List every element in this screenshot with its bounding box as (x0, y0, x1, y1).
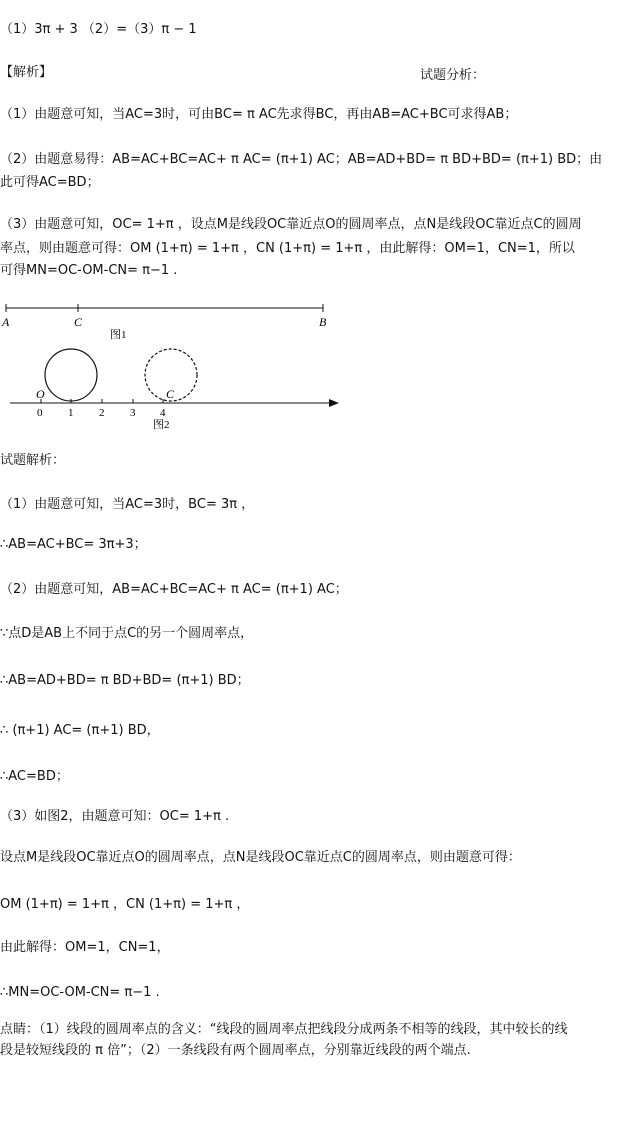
label-o: O (36, 387, 45, 401)
number-line-arrow (329, 399, 339, 407)
tick-label-0: 0 (37, 407, 43, 419)
label-b: B (319, 315, 327, 329)
solution-s5: ∴AB=AD+BD= π BD+BD= (π+1) BD； (0, 673, 250, 688)
analysis-p2b: 此可得AC=BD； (0, 175, 100, 190)
tick-label-2: 2 (99, 407, 105, 419)
analysis-p2a: （2）由题意易得：AB=AC+BC=AC+ π AC= (π+1) AC；AB=AD+BD= π BD+BD= (π+1) BD；由 (0, 152, 603, 167)
analysis-tag: 【解析】 (0, 65, 53, 80)
rolling-circle-start (45, 349, 97, 401)
solution-s1: （1）由题意可知，当AC=3时，BC= 3π ， (0, 497, 255, 512)
analysis-p3a: （3）由题意可知，OC= 1+π ，设点M是线段OC靠近点O的圆周率点，点N是线段OC靠近点C的圆周 (0, 217, 582, 232)
tick-label-3: 3 (130, 407, 136, 419)
figure-2 (0, 344, 345, 432)
comment-line-1: 点睛：（1）线段的圆周率点的含义：“线段的圆周率点把线段分成两条不相等的线段，其中较长的线 (0, 1022, 568, 1037)
solution-s4: ∵点D是AB上不同于点C的另一个圆周率点， (0, 626, 254, 641)
analysis-p3c: 可得MN=OC-OM-CN= π−1 . (0, 263, 178, 278)
figure-2-caption: 图2 (153, 419, 170, 431)
figure-1-caption: 图1 (110, 329, 127, 341)
label-c2: C (166, 387, 175, 401)
solution-s12: ∴MN=OC-OM-CN= π−1 . (0, 985, 160, 1000)
solution-heading: 试题解析： (0, 453, 66, 468)
answer-line: （1）3π + 3 （2）=（3）π − 1 (0, 22, 197, 37)
analysis-p3b: 率点，则由题意可得：OM (1+π) = 1+π ，CN (1+π) = 1+π ，由此解得：OM=1，CN=1，所以 (0, 241, 575, 256)
tick-label-4: 4 (160, 407, 166, 419)
solution-s3: （2）由题意可知，AB=AC+BC=AC+ π AC= (π+1) AC； (0, 582, 348, 597)
label-a: A (2, 315, 10, 329)
tick-label-1: 1 (68, 407, 74, 419)
solution-s8: （3）如图2，由题意可知：OC= 1+π . (0, 809, 230, 824)
comment-line-2: 段是较短线段的 π 倍”；（2）一条线段有两个圆周率点，分别靠近线段的两个端点. (0, 1043, 471, 1058)
solution-s10: OM (1+π) = 1+π ，CN (1+π) = 1+π ， (0, 897, 250, 912)
solution-s7: ∴AC=BD； (0, 769, 69, 784)
solution-s2: ∴AB=AC+BC= 3π+3； (0, 537, 147, 552)
solution-s9: 设点M是线段OC靠近点O的圆周率点，点N是线段OC靠近点C的圆周率点，则由题意可得： (0, 850, 521, 865)
analysis-right-label: 试题分析： (420, 68, 486, 83)
solution-s11: 由此解得：OM=1，CN=1， (0, 940, 170, 955)
label-c: C (74, 315, 83, 329)
solution-s6: ∴ (π+1) AC= (π+1) BD， (0, 723, 160, 738)
analysis-p1: （1）由题意可知，当AC=3时，可由BC= π AC先求得BC，再由AB=AC+BC可求得AB； (0, 107, 518, 122)
figure-1 (0, 296, 340, 344)
